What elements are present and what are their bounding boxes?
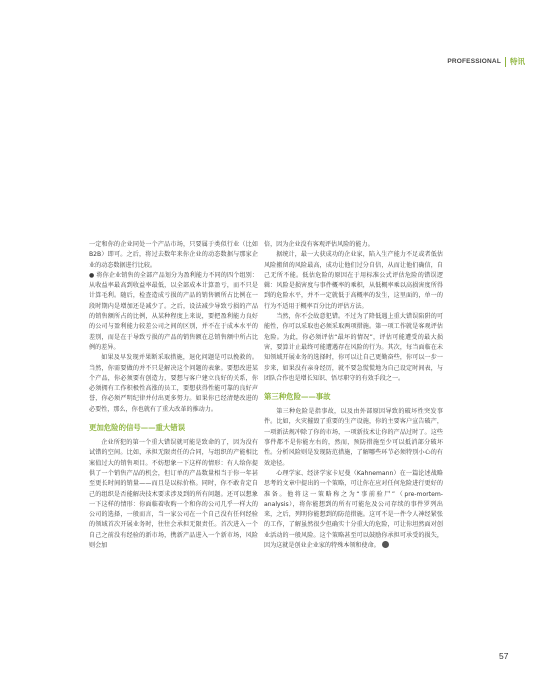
section-heading-accidents: 第三种危险——事故 — [264, 392, 331, 402]
left-paragraph-2: 将你企业销售的全部产品划分为盈利能力不同的四个组别：从收益率最高到收益率最低，以全部成本计算盈亏，而不只是计算毛利。随后，检查造成亏损的产品的销售额所占比例在一段时期内是增加还是减少了。之后，设法减少导致亏损的产品的销售额所占的比例，从某种程度上来说，要把盈利能力良好的公司与盈利能力较差公司之间的区别，并不在于成本水平的差别，而是在于导致亏损的产品的销售额在总销售额中所占比例的差异。 — [89, 271, 258, 351]
header-label: PROFESSIONAL — [447, 58, 501, 65]
left-paragraph-1: 一定和你的企业同处一个产品市场，只要属于类似行业（比如B2B）即可。之后，将过去数年来你企业的动态数据与那家企业的动态数据进行比较。 — [89, 241, 258, 269]
right-paragraph-5-wrapper — [264, 469, 443, 551]
left-paragraph-4: 企业所犯的第一个重大错误就可能是致命的了，因为没有试错的空间。比如，承担无限责任的合同，与组织的产能相比案值过大的销售项目。不妨想象一下这样的情形：有人给你提供了一个销售产品的机会，但订单的产品数量相当于你一年甚至更长时间的销量——而且是以标价格。同时，你不敢肯定自己的组织是否能解决技术要求涉及到的所有问题。还可以想象一下这样的情形：你面临着收购一个和你的公司几乎一样大的公司的选择，一般而言，当一家公司在一个自己没有任何经验的领域首次开展业务时，往往会承担无限责任。首次进入一个自己之前没有经验的新市场，携新产品进入一个新市场，风险则会加 — [89, 439, 258, 550]
left-column — [89, 240, 258, 551]
left-bullet-paragraph — [89, 271, 258, 353]
right-paragraph-2: 据统计，最一大获成功的企业家，陷入生产能力不足或者低估风险搬留的风险最高，成功让他们过分自信，从而让他们确信，自己无所不能。低估危险的原因在于用标准公式评估危险的错误逻辑：风险是损害度与事件概率的乘积，从低概率乘以高损害度所得到的危险水平，并不一定就低于高概率的发生，这里面的，单一的行为不适用于概率百分比的评估方法。 — [264, 251, 443, 310]
bullet-icon: ● — [89, 271, 95, 279]
page-number: 57 — [499, 651, 509, 661]
right-column — [264, 240, 443, 551]
section-heading-major-mistakes: 更加危险的信号——重大错误 — [89, 423, 186, 433]
header-section-title: 特讯 — [510, 57, 525, 66]
header-divider — [505, 57, 506, 67]
page-header — [447, 56, 525, 67]
article-end-icon — [382, 541, 389, 548]
right-paragraph-5: 心理学家、经济学家卡尼曼（Kahnemann）在一篇论述战略思考的文章中提出的一个策略，可让你在应对任何危险进行更好的准备。他将这一策略称之为“事前验尸”（pre-mortem-analysis），将你能想到的所有可能危及公司存续的事件罗列出来，之后，列明你能想到的防范措施。这可不是一件令人神经紧张的工作，了解虽然很少但确实十分重大的危险，可让你坦然面对创业活动的一般风险。这个策略甚至可以鼓励你承担可承受的损失，因为这就是创业企业家的特殊本领和使命。 — [264, 469, 443, 550]
right-paragraph-4: 第三种危险是指事故，以及由外部原因导致的破坏性突发事件。比如，火灾摧毁了重要的生产设施，你的主要客户宣告破产，一项新法规冲除了你的市场，一项新技术让你的产品过时了。这些事件都不是你能左右的，然而，预防措施至少可以抵消部分破坏性。分析风险则是发现防范措施，了解哪些环节必须特别小心的有效途径。 — [264, 408, 443, 467]
right-paragraph-3: 当然，你不会故意犯错。不过为了降低遇上重大错误陷阱的可能性，你可以采取也必须采取两项措施。第一项工作就是客观评估危险。为此，你必须评估“最坏的情况”，评估可能遭受的最大损害，要算计止最终可能遭遇存在风险的行为。其次，每当面临在未知领域开展业务的选择时，你可以让自己更勤奋些，你可以一步一步来，如果没有亲身经历，就不要急慌慌地为自己设定时间表，与团队合作也是增长知识、悟尽职守的有效手段之一。 — [264, 313, 443, 382]
right-paragraph-1: 倍，因为企业没有客观评估风险的能力。 — [264, 241, 374, 248]
left-paragraph-3: 如果及早发现并果断采取措施，退化问题是可以挽救的。当然，你需要做的并不只是解决这个问题的表象。要想改进某个产品，你必须要有创造力，要想与客户建立良好的关系，你必须拥有工作积极性高涨的员工，要想获得性能可靠的良好声誉，你必须严明纪律并付出更多努力。如果你已经清楚改进的必要性，那么，你也就有了重大改革的推动力。 — [89, 354, 258, 413]
